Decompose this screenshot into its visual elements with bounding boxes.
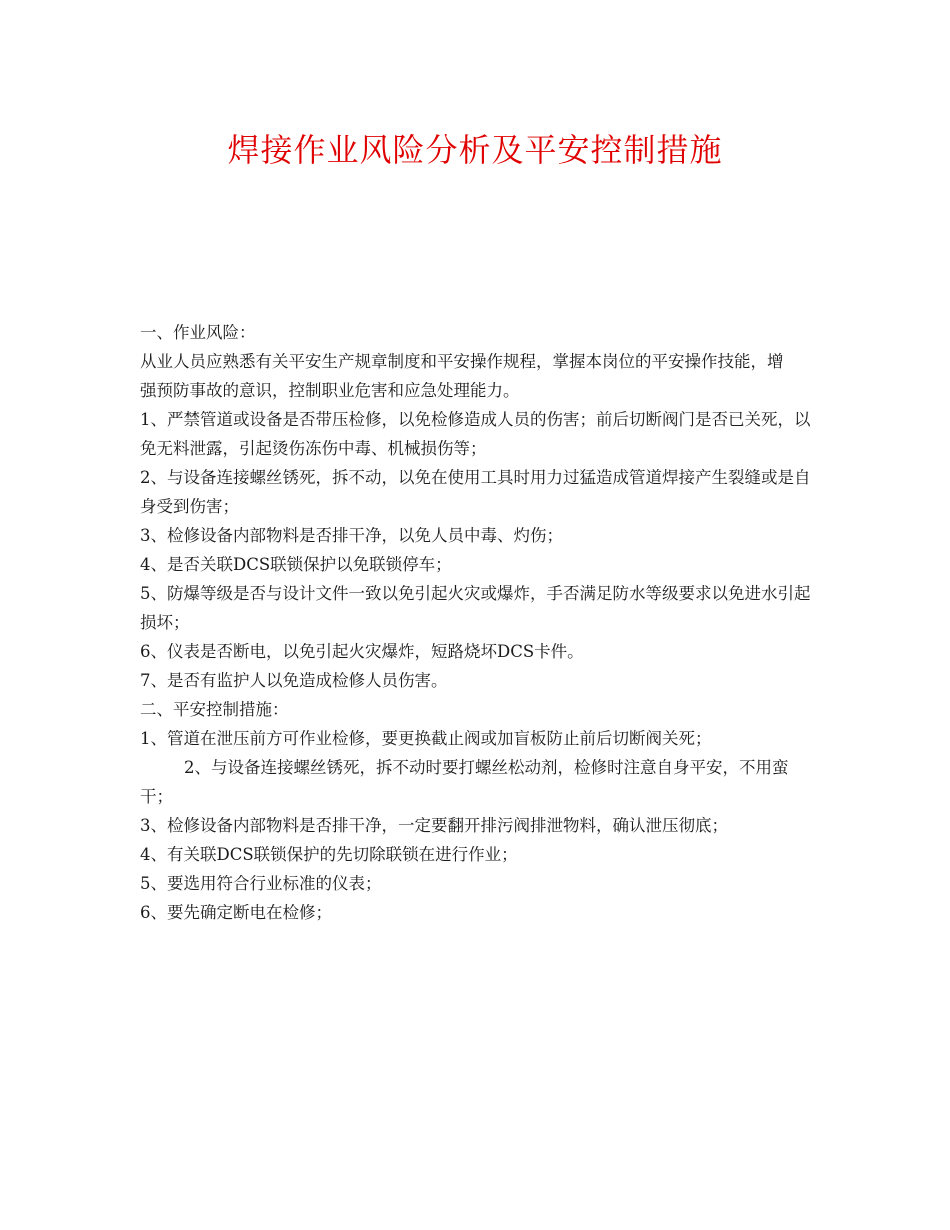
risk-item-5: 5、防爆等级是否与设计文件一致以免引起火灾或爆炸，手否满足防水等级要求以免进水引起损坏； [140,584,811,632]
risk-item-4: 4、是否关联DCS联锁保护以免联锁停车； [140,555,452,574]
measure-item-4: 4、有关联DCS联锁保护的先切除联锁在进行作业； [140,845,518,864]
risk-item-2: 2、与设备连接螺丝锈死，拆不动，以免在使用工具时用力过猛造成管道焊接产生裂缝或是自身受到伤害； [140,468,811,516]
risk-item-6: 6、仪表是否断电，以免引起火灾爆炸，短路烧坏DCS卡件。 [140,642,584,661]
section-heading-risks: 一、作业风险： [140,323,256,342]
risk-item-7: 7、是否有监护人以免造成检修人员伤害。 [140,671,448,690]
section-heading-measures: 二、平安控制措施： [140,700,289,719]
document-title: 焊接作业风险分析及平安控制措施 [227,131,723,169]
risk-item-1: 1、严禁管道或设备是否带压检修，以免检修造成人员的伤害；前后切断阀门是否已关死，以免无料泄露，引起烫伤冻伤中毒、机械损伤等； [140,410,811,458]
document-body [140,318,820,927]
risk-item-3: 3、检修设备内部物料是否排干净，以免人员中毒、灼伤； [140,526,563,545]
measure-item-3: 3、检修设备内部物料是否排干净，一定要翻开排污阀排泄物料，确认泄压彻底； [140,816,728,835]
measure-item-6: 6、要先确定断电在检修； [140,903,332,922]
measure-item-5: 5、要选用符合行业标准的仪表； [140,874,382,893]
measure-item-1: 1、管道在泄压前方可作业检修，要更换截止阀或加盲板防止前后切断阀关死； [140,729,712,748]
measure-item-2: 2、与设备连接螺丝锈死，拆不动时要打螺丝松动剂，检修时注意自身平安，不用蛮干； [140,758,789,806]
intro-paragraph-line-2: 强预防事故的意识，控制职业危害和应急处理能力。 [140,381,520,400]
intro-paragraph-line-1: 从业人员应熟悉有关平安生产规章制度和平安操作规程，掌握本岗位的平安操作技能，增 [140,352,784,371]
